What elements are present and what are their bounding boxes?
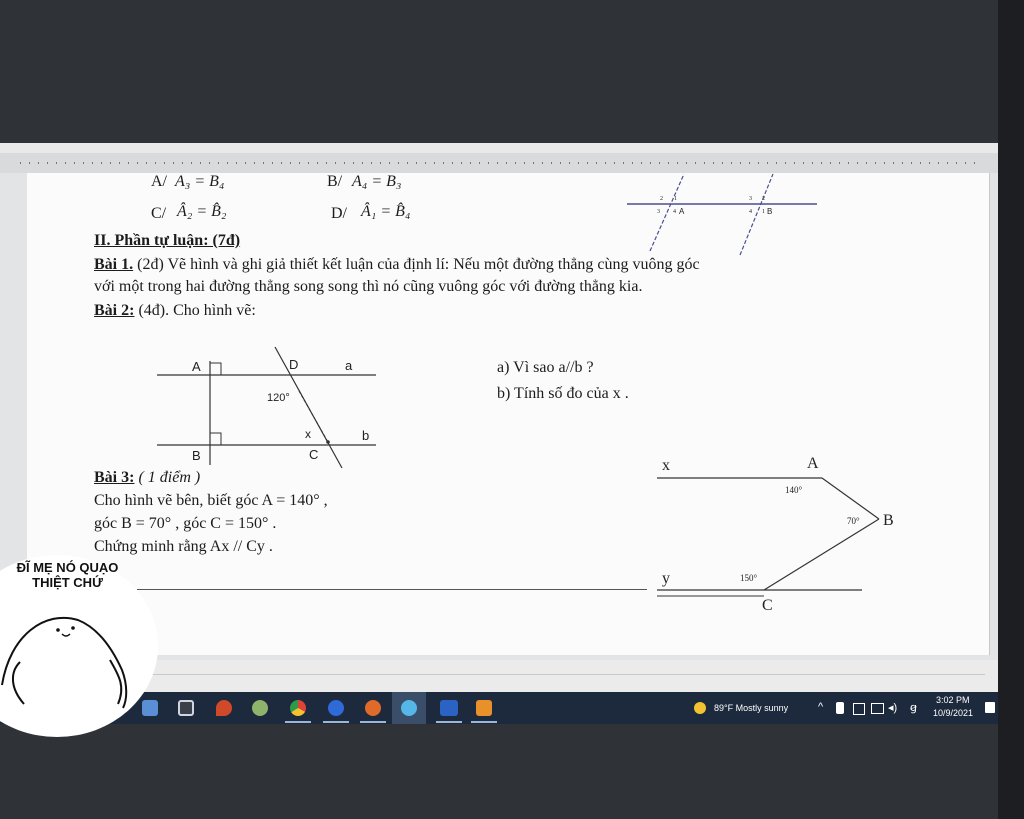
weather-icon[interactable]	[694, 702, 706, 714]
fig-top-n4: 4	[673, 209, 676, 215]
fig2-label-a: a	[345, 358, 353, 373]
leaf-app-icon[interactable]	[252, 700, 268, 716]
bai1-text: (2đ) Vẽ hình và ghi giả thiết kết luận của định lí: Nếu một đường thẳng cùng vuông góc	[133, 256, 700, 273]
bai3-line1: Cho hình vẽ bên, biết góc A = 140° ,	[94, 492, 328, 509]
fig2-angle-120: 120°	[267, 392, 290, 404]
sticker-text: ĐĨ MẸ NÓ QUẠO THIỆT CHỨ	[16, 560, 119, 590]
ruler-ticks	[20, 162, 978, 164]
choice-c-label: C/	[151, 205, 167, 222]
clock-time[interactable]: 3:02 PM	[936, 695, 970, 705]
snowflake-app-icon[interactable]	[401, 700, 417, 716]
fig-top-n1: 1	[674, 196, 677, 202]
bai1-line1	[94, 256, 700, 274]
separator-line	[137, 589, 647, 590]
fig2-label-B: B	[192, 448, 201, 463]
fig2-label-A: A	[192, 359, 201, 374]
word-icon[interactable]	[440, 700, 458, 716]
fig3-angle-140: 140°	[785, 485, 803, 495]
bai1-line2: với một trong hai đường thẳng song song thì nó cũng vuông góc với đường thẳng kia.	[94, 278, 643, 295]
notification-icon[interactable]	[985, 702, 995, 713]
ruler[interactable]	[0, 153, 998, 173]
figure-bai3	[652, 451, 892, 616]
bai3-points: ( 1 điểm )	[134, 469, 201, 486]
fig-top-label-b: B	[767, 207, 773, 216]
fig2-label-C: C	[309, 447, 319, 462]
display-icon[interactable]	[871, 703, 884, 714]
battery-icon[interactable]	[836, 702, 844, 714]
window-top-bar	[0, 143, 998, 153]
section-title: II. Phần tự luận: (7đ)	[94, 232, 241, 249]
store-icon[interactable]	[178, 700, 194, 716]
browser-active-indicator	[323, 721, 349, 723]
bai2-question-a: a) Vì sao a//b ?	[497, 359, 594, 376]
chevron-up-icon[interactable]: ^	[818, 701, 824, 713]
language-icon[interactable]: ꞡ	[910, 702, 917, 714]
choice-c-expr: Â₂ = B̂₂	[177, 203, 227, 220]
bai3-label: Bài 3:	[94, 469, 135, 486]
bai3-line3: Chứng minh rằng Ax // Cy .	[94, 538, 273, 555]
choice-b-label: B/	[327, 173, 343, 190]
bai2-label: Bài 2:	[94, 302, 135, 319]
choice-d-label: D/	[331, 205, 347, 222]
taskbar[interactable]	[0, 692, 998, 724]
fig-top-n1b: 1	[762, 209, 765, 215]
word-active-indicator	[436, 721, 462, 723]
fig3-label-C: C	[762, 597, 773, 614]
fig2-label-x: x	[305, 427, 311, 441]
app-orange-active-indicator	[471, 721, 497, 723]
flame-app-icon[interactable]	[216, 700, 232, 716]
fig-top-n3b: 3	[749, 196, 752, 202]
app-orange-icon[interactable]	[476, 700, 492, 716]
document-page[interactable]	[27, 173, 990, 655]
bai3-heading	[94, 469, 200, 487]
chrome-icon[interactable]	[290, 700, 306, 716]
figure-bai2	[152, 341, 382, 471]
bai2-text: (4đ). Cho hình vẽ:	[134, 302, 256, 319]
fig3-label-y: y	[662, 570, 670, 587]
fig3-label-A: A	[807, 455, 819, 472]
clock-date[interactable]: 10/9/2021	[933, 708, 974, 718]
bai1-label: Bài 1.	[94, 256, 134, 273]
media-app-icon[interactable]	[365, 700, 381, 716]
media-active-indicator	[360, 721, 386, 723]
mail-icon[interactable]	[142, 700, 158, 716]
fig3-angle-150: 150°	[740, 573, 758, 583]
choice-a-label: A/	[151, 173, 167, 190]
bai3-line2: góc B = 70° , góc C = 150° .	[94, 515, 277, 532]
bai2-question-b: b) Tính số đo của x .	[497, 385, 629, 402]
fig-top-n2: 2	[660, 196, 663, 202]
choice-b-expr: A₄ = B₃	[352, 173, 402, 190]
document-area[interactable]	[0, 173, 998, 660]
chrome-active-indicator	[285, 721, 311, 723]
choice-a-expr: A₃ = B₄	[175, 173, 225, 190]
sticker-drawing	[0, 600, 140, 730]
fig3-label-B: B	[883, 512, 894, 529]
bai2-intro	[94, 302, 256, 320]
fig3-angle-70: 70°	[847, 516, 860, 526]
network-icon[interactable]	[853, 703, 865, 715]
bottom-line	[30, 674, 985, 675]
fig-top-n4b: 4	[749, 209, 752, 215]
fig-top-n2b: 2	[762, 196, 765, 202]
fig2-label-D: D	[289, 357, 299, 372]
fig-top-n3: 3	[657, 209, 660, 215]
fig2-label-b: b	[362, 428, 370, 443]
right-edge	[998, 0, 1024, 819]
figure-parallel-transversals	[622, 173, 822, 258]
browser-icon[interactable]	[328, 700, 344, 716]
weather-text[interactable]: 89°F Mostly sunny	[714, 703, 789, 713]
volume-icon[interactable]: ◂)	[888, 702, 898, 714]
fig3-label-x: x	[662, 457, 670, 474]
choice-d-expr: Â₁ = B̂₄	[361, 203, 411, 220]
fig-top-label-a: A	[679, 207, 685, 216]
